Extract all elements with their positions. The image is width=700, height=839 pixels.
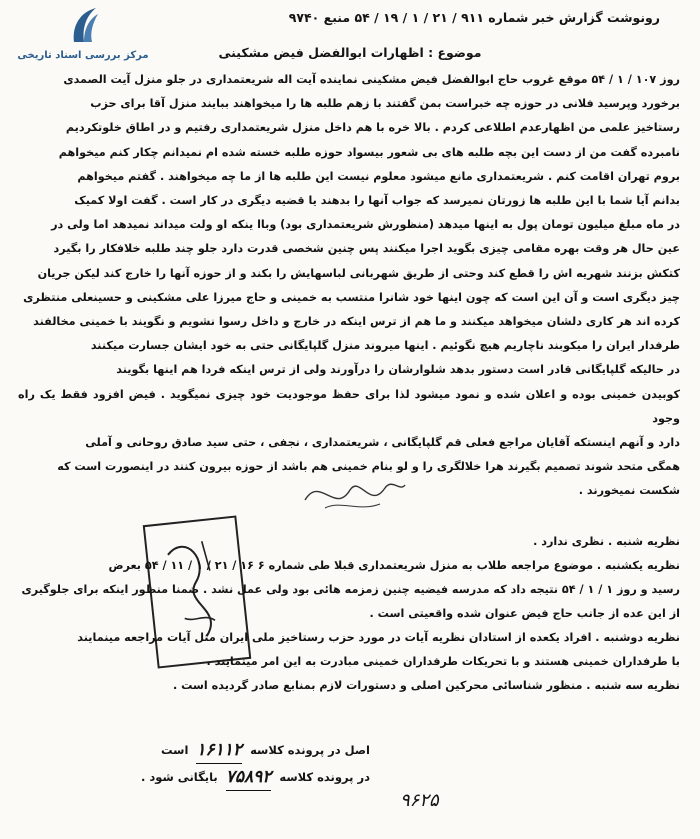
- report-body: [18, 68, 680, 504]
- body-line: در حالیکه گلپایگانی قادر است دستور بدهد شلوارشان را درآورند ولی از ترس اینکه فردا هم اینها بگویند: [116, 363, 680, 377]
- body-line: در ماه مبلغ میلیون تومان پول به اینها میدهد (منظورش شریعتمداری بود) وباا ینکه او ولت میداند نمیدهد اما ولی در: [51, 218, 680, 232]
- filing-footer: [10, 737, 370, 791]
- body-line: عین حال هر وقت بهره مقامی چیزی بگوید اجرا میکنند پس چنین شخصی قدرت دارد جلو چند طلبه خلافکار را بگیرد: [53, 242, 680, 256]
- body-line: کرده اند هر کاری دلشان میخواهد میکنند و ما هم از ترس اینکه در خارج و داخل رسوا نشویم و نگویند با خمینی مخالفند: [33, 315, 680, 329]
- note-line: از این عده از جانب حاج فیض عنوان شده واقعیتی است .: [369, 607, 680, 620]
- filing-copy-label: در پرونده کلاسه: [279, 770, 370, 784]
- filing-original-row: [10, 737, 370, 764]
- body-line: شکست نمیخورند .: [578, 484, 680, 498]
- filing-copy-row: [10, 764, 370, 791]
- archive-name: مرکز بررسی اسناد تاریخی: [17, 50, 149, 61]
- handwritten-file-number: ۹۶۲۵: [400, 790, 439, 811]
- filing-copy-number: ۷۵۸۹۲: [226, 764, 272, 791]
- note-line: نظریه سه شنبه . منظور شناسائی محرکین اصلی و دستورات لازم بمنابع صادر گردیده است .: [172, 679, 680, 692]
- report-notes: [18, 530, 680, 698]
- body-line: بدانم آیا شما با این طلبه ها زورتان نمیرسد که جواب آنها را بدهند یا قضیه دیگری در کار است . گفت اولا کمیک: [74, 194, 680, 208]
- filing-original-suffix: است: [160, 743, 189, 757]
- body-line: کوبیدن خمینی بوده و اعلان شده و نمود میشود لذا برای حفظ موجودیت خود چیزی نمیگوید . فیض افزود فقط یک راه وجود: [18, 387, 680, 425]
- archive-emblem-icon: [70, 6, 100, 46]
- report-subject: موضوع : اظهارات ابوالفضل فیض مشکینی: [218, 45, 482, 60]
- note-line: رسید و روز ۱ / ۱ / ۵۴ نتیجه داد که مدرسه فیضیه چنین زمزمه هائی بود ولی عمل نشد . ضمنا منظور اینکه برای جلوگیری: [21, 583, 680, 596]
- filing-copy-suffix: بایگانی شود .: [141, 770, 218, 784]
- body-line: دارد و آنهم اینستکه آقایان مراجع فعلی قم گلپایگانی ، شریعتمداری ، نجفی ، حتی سید صادق روحانی و آملی: [85, 436, 680, 450]
- filing-original-number: ۱۶۱۱۲: [196, 737, 242, 764]
- handwritten-signature: [300, 470, 410, 524]
- note-line: نظریه یکشنبه . موضوع مراجعه طلاب به منزل شریعتمداری قبلا طی شماره ۶ ۱۶ / ۲۱ / ۱ / ۱۱ / ۵۴ بعرض: [108, 559, 680, 572]
- archive-logo: [8, 6, 158, 76]
- body-line: رستاخیز علمی من اظهارعدم اطلاعی کردم . بالا خره با هم داخل منزل شریعتمداری رفتیم و در اطاق خلوتکردیم: [65, 121, 680, 135]
- body-line: طرفدار ایران را میکوبند ناچاریم هیچ نگوئیم . اینها میروند منزل گلپایگانی حتی به خود ایشان جسارت میکنند: [90, 339, 680, 353]
- body-line: همگی متحد شوند تصمیم بگیرند هرا خلالگری را و لو بنام خمینی هم باشد از حوزه بیرون کنند در اینصورت است که: [57, 460, 680, 474]
- body-line: بروم تهران اقامت کنم . شریعتمداری مانع میشود معلوم نیست این طلبه ها از ما چه میخواهند . گفتم میخواهم: [77, 169, 680, 183]
- body-line: برخورد وپرسید فلانی در حوزه چه خبراست بمن گفتند با زهم طلبه ها را میخواهند ببایند منزل آقا برای حزب: [90, 97, 680, 111]
- body-line: چیز دیگری است و آن این است که چون اینها خود شانرا منتسب به خمینی و حاج میرزا علی مشکینی و حسینعلی منتظری: [23, 290, 680, 304]
- note-line: نظریه دوشنبه . افراد یکعده از استادان نظریه آیات در مورد حزب رستاخیز ملی ایران مثل آیات مراجعه مینمایند: [77, 631, 680, 644]
- body-line: کتکش بزنند شهریه اش را قطع کند وحتی از طریق شهربانی لباسهایش را بکند و از حوزه آنها را خارج کند لیکن جریان: [37, 266, 680, 280]
- body-line: روز ۱۰۷ / ۱ / ۵۴ موقع غروب حاج ابوالفضل فیض مشکینی نماینده آیت اله شریعتمداری در جلو منزل آیت الصمدی: [63, 73, 680, 86]
- note-line: نظریه شنبه . نظری ندارد .: [533, 535, 680, 548]
- body-line: نامبرده گفت من از دست این بچه طلبه های بی شعور بیسواد حوزه طلبه خسته شده ام نمیدانم چکار کنم میخواهم: [58, 145, 680, 159]
- filing-original-label: اصل در پرونده کلاسه: [250, 743, 370, 757]
- report-header: رونوشت گزارش خبر شماره ۹۱۱ / ۲۱ / ۱ / ۱۹ / ۵۴ منبع ۹۷۴۰: [288, 10, 660, 25]
- note-line: با طرفداران خمینی هستند و با تحریکات طرفداران خمینی مبادرت به این امر مینمایند .: [206, 655, 680, 668]
